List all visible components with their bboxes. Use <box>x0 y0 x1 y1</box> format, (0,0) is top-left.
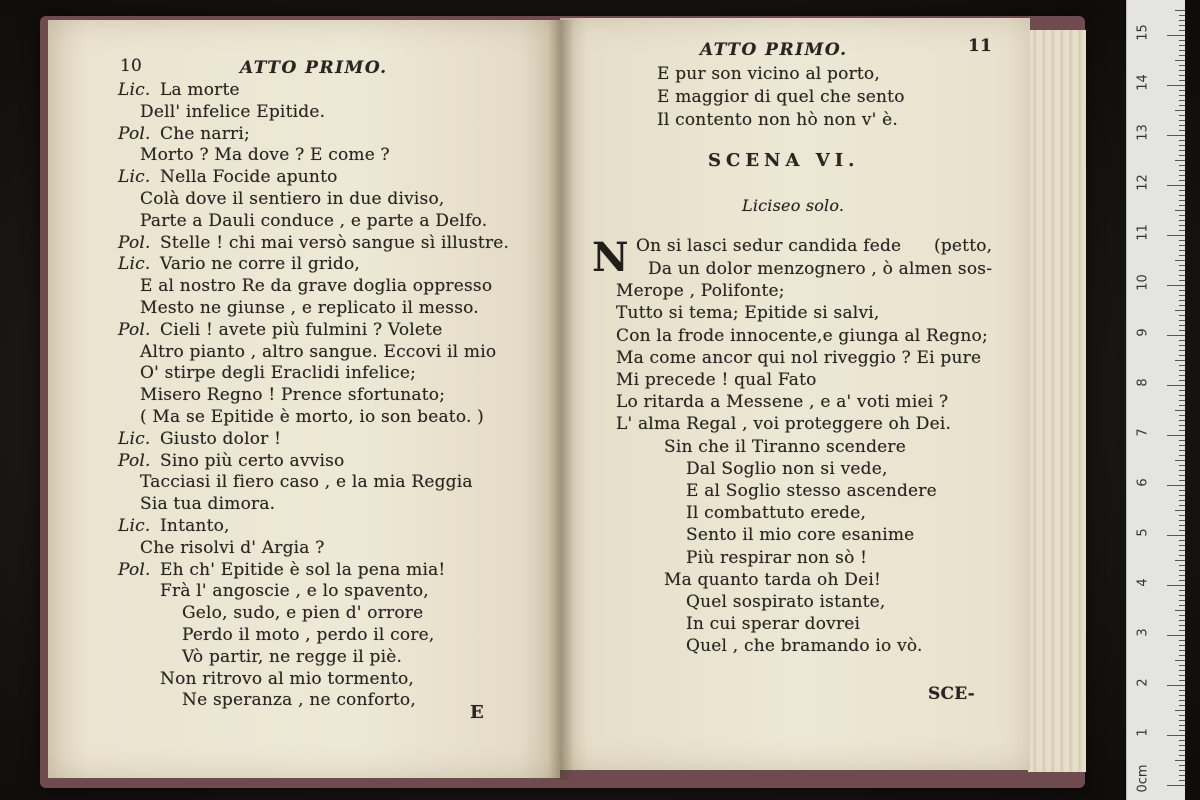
ruler-tick <box>1179 565 1185 566</box>
ruler-tick <box>1179 700 1185 701</box>
verse-line: Che narri; <box>160 123 250 144</box>
ruler-tick <box>1179 545 1185 546</box>
ruler-tick <box>1179 165 1185 166</box>
verse-line: Con la frode innocente,e giunga al Regno; <box>616 325 988 346</box>
ruler-tick <box>1179 440 1185 441</box>
verse-line: Misero Regno ! Prence sfortunato; <box>140 385 446 406</box>
speaker-label: Pol. <box>118 559 151 580</box>
ruler-tick <box>1179 180 1185 181</box>
ruler-tick <box>1179 625 1185 626</box>
ruler-tick <box>1179 15 1185 16</box>
ruler-tick <box>1175 710 1185 711</box>
ruler-tick <box>1179 90 1185 91</box>
ruler-tick <box>1179 765 1185 766</box>
left-catchword: E <box>470 702 484 723</box>
ruler-tick <box>1167 485 1185 486</box>
verse-line: Merope , Polifonte; <box>616 281 785 302</box>
ruler-label: 4 <box>1135 578 1151 587</box>
ruler-tick <box>1179 415 1185 416</box>
ruler-tick <box>1179 770 1185 771</box>
ruler-tick <box>1179 20 1185 21</box>
verse-line: Vario ne corre il grido, <box>160 254 360 275</box>
ruler-tick <box>1179 740 1185 741</box>
ruler-tick <box>1179 540 1185 541</box>
ruler-tick <box>1179 780 1185 781</box>
ruler-tick <box>1179 315 1185 316</box>
ruler-label: 13 <box>1135 124 1151 141</box>
ruler-label: 10 <box>1135 274 1151 291</box>
ruler-tick <box>1179 730 1185 731</box>
ruler-tick <box>1179 365 1185 366</box>
verse-line: Quel , che bramando io vò. <box>686 636 923 657</box>
scene-heading: SCENA VI. <box>708 150 860 171</box>
ruler-tick <box>1179 650 1185 651</box>
ruler-tick <box>1179 630 1185 631</box>
verse-line: Il combattuto erede, <box>686 503 867 524</box>
ruler-tick <box>1179 150 1185 151</box>
ruler-tick <box>1179 55 1185 56</box>
ruler-tick <box>1175 760 1185 761</box>
ruler-tick <box>1167 185 1185 186</box>
measuring-ruler <box>1126 0 1185 800</box>
ruler-tick <box>1179 425 1185 426</box>
ruler-tick <box>1179 755 1185 756</box>
ruler-tick <box>1179 75 1185 76</box>
verse-line: La morte <box>160 80 240 100</box>
ruler-tick <box>1175 360 1185 361</box>
verse-line: Stelle ! chi mai versò sangue sì illustre. <box>160 232 510 253</box>
ruler-tick <box>1179 690 1185 691</box>
ruler-tick <box>1179 175 1185 176</box>
book-gutter <box>548 20 574 780</box>
first-line-turnover: (petto, <box>934 236 993 256</box>
ruler-tick <box>1175 210 1185 211</box>
ruler-tick <box>1179 495 1185 496</box>
ruler-tick <box>1179 420 1185 421</box>
verse-line: Mi precede ! qual Fato <box>616 370 817 390</box>
ruler-tick <box>1167 385 1185 386</box>
ruler-tick <box>1179 600 1185 601</box>
ruler-tick <box>1179 670 1185 671</box>
ruler-tick <box>1179 225 1185 226</box>
ruler-tick <box>1179 655 1185 656</box>
ruler-label: 12 <box>1135 174 1151 191</box>
ruler-tick <box>1167 35 1185 36</box>
right-top-line-2: E maggior di quel che sento <box>657 87 905 107</box>
ruler-tick <box>1179 195 1185 196</box>
verse-line: Ne speranza , ne conforto, <box>182 690 416 711</box>
ruler-tick <box>1179 215 1185 216</box>
ruler-tick <box>1167 685 1185 686</box>
ruler-tick <box>1179 330 1185 331</box>
verse-line: Morto ? Ma dove ? E come ? <box>140 145 390 166</box>
ruler-tick <box>1175 110 1185 111</box>
verse-line: In cui sperar dovrei <box>686 614 861 635</box>
verse-line: Sino più certo avviso <box>160 450 345 471</box>
ruler-tick <box>1179 140 1185 141</box>
ruler-tick <box>1179 575 1185 576</box>
verse-line: Gelo, sudo, e pien d' orrore <box>182 603 424 624</box>
right-top-line-3: Il contento non hò non v' è. <box>657 110 898 130</box>
ruler-label: 2 <box>1135 678 1151 687</box>
verse-line: Non ritrovo al mio tormento, <box>160 668 415 689</box>
ruler-tick <box>1179 530 1185 531</box>
ruler-tick <box>1179 275 1185 276</box>
ruler-tick <box>1179 615 1185 616</box>
ruler-tick <box>1179 95 1185 96</box>
verse-line: Tutto si tema; Epitide si salvi, <box>616 303 880 324</box>
right-page-number: 11 <box>968 36 993 56</box>
left-page-number: 10 <box>120 56 143 76</box>
ruler-tick <box>1179 470 1185 471</box>
ruler-tick <box>1179 405 1185 406</box>
ruler-tick <box>1179 745 1185 746</box>
ruler-tick <box>1179 465 1185 466</box>
ruler-tick <box>1175 660 1185 661</box>
ruler-label: 3 <box>1135 628 1151 637</box>
verse-line: Sia tua dimora. <box>140 494 276 515</box>
drop-cap: N <box>592 234 629 281</box>
ruler-tick <box>1179 105 1185 106</box>
ruler-tick <box>1167 335 1185 336</box>
ruler-tick <box>1179 230 1185 231</box>
ruler-tick <box>1179 295 1185 296</box>
right-top-line-1: E pur son vicino al porto, <box>657 64 880 84</box>
ruler-tick <box>1167 435 1185 436</box>
ruler-tick <box>1179 395 1185 396</box>
speaker-label: Pol. <box>118 123 151 144</box>
ruler-tick <box>1179 450 1185 451</box>
verse-line: Dell' infelice Epitide. <box>140 101 326 122</box>
ruler-tick <box>1179 190 1185 191</box>
ruler-label: 15 <box>1135 24 1151 41</box>
ruler-tick <box>1179 590 1185 591</box>
ruler-tick <box>1179 305 1185 306</box>
ruler-tick <box>1179 390 1185 391</box>
ruler-tick <box>1179 205 1185 206</box>
verse-line: Mesto ne giunse , e replicato il messo. <box>140 298 479 318</box>
ruler-tick <box>1179 580 1185 581</box>
ruler-tick <box>1179 550 1185 551</box>
ruler-tick <box>1179 120 1185 121</box>
ruler-label: 7 <box>1135 428 1151 437</box>
verse-line: Altro pianto , altro sangue. Eccovi il mio <box>140 341 497 362</box>
ruler-tick <box>1179 620 1185 621</box>
ruler-tick <box>1179 115 1185 116</box>
verse-line: E al Soglio stesso ascendere <box>686 481 937 501</box>
ruler-tick <box>1179 320 1185 321</box>
ruler-tick <box>1179 280 1185 281</box>
verse-line: Che risolvi d' Argia ? <box>140 537 325 558</box>
ruler-tick <box>1179 445 1185 446</box>
ruler-tick <box>1179 50 1185 51</box>
ruler-tick <box>1179 130 1185 131</box>
ruler-tick <box>1167 235 1185 236</box>
ruler-tick <box>1175 610 1185 611</box>
ruler-label: 11 <box>1135 224 1151 241</box>
ruler-tick <box>1179 665 1185 666</box>
verse-line: E al nostro Re da grave doglia oppresso <box>140 276 493 297</box>
ruler-tick <box>1179 430 1185 431</box>
ruler-tick <box>1175 10 1185 11</box>
ruler-tick <box>1167 585 1185 586</box>
ruler-tick <box>1167 85 1185 86</box>
ruler-tick <box>1179 605 1185 606</box>
ruler-tick <box>1179 65 1185 66</box>
ruler-tick <box>1167 535 1185 536</box>
verse-line: Nella Focide apunto <box>160 167 338 188</box>
ruler-label: 1 <box>1135 728 1151 737</box>
ruler-tick <box>1179 725 1185 726</box>
ruler-tick <box>1179 345 1185 346</box>
ruler-tick <box>1179 370 1185 371</box>
verse-line: Ma come ancor qui nol riveggio ? Ei pure <box>616 347 982 368</box>
ruler-tick <box>1179 25 1185 26</box>
left-running-head: ATTO PRIMO. <box>240 58 388 78</box>
verse-line: Dal Soglio non si vede, <box>686 458 888 479</box>
ruler-tick <box>1179 645 1185 646</box>
speaker-label: Pol. <box>118 450 151 471</box>
scene-subheading: Liciseo solo. <box>742 196 845 215</box>
ruler-tick <box>1175 160 1185 161</box>
verse-line: ( Ma se Epitide è morto, io son beato. ) <box>140 407 485 427</box>
speaker-label: Lic. <box>118 254 151 275</box>
ruler-tick <box>1179 525 1185 526</box>
right-running-head: ATTO PRIMO. <box>700 40 848 60</box>
ruler-tick <box>1179 325 1185 326</box>
ruler-label: 5 <box>1135 528 1151 537</box>
speaker-label: Lic. <box>118 516 151 536</box>
ruler-tick <box>1179 250 1185 251</box>
ruler-tick <box>1179 570 1185 571</box>
first-line: On si lasci sedur candida fede <box>636 236 902 256</box>
page-edges <box>1028 30 1086 772</box>
verse-line: Più respirar non sò ! <box>686 547 868 568</box>
ruler-tick <box>1179 125 1185 126</box>
speaker-label: Lic. <box>118 80 151 100</box>
ruler-tick <box>1179 100 1185 101</box>
ruler-tick <box>1179 265 1185 266</box>
ruler-tick <box>1179 555 1185 556</box>
ruler-tick <box>1179 145 1185 146</box>
ruler-tick <box>1179 675 1185 676</box>
speaker-label: Pol. <box>118 232 151 253</box>
verse-line: Colà dove il sentiero in due diviso, <box>140 189 445 209</box>
ruler-tick <box>1175 260 1185 261</box>
ruler-tick <box>1179 30 1185 31</box>
ruler-label: 8 <box>1135 378 1151 387</box>
ruler-tick <box>1179 455 1185 456</box>
ruler-tick <box>1167 735 1185 736</box>
ruler-tick <box>1179 500 1185 501</box>
ruler-tick <box>1167 635 1185 636</box>
ruler-tick <box>1179 240 1185 241</box>
ruler-label: 14 <box>1135 74 1151 91</box>
ruler-tick <box>1179 595 1185 596</box>
ruler-tick <box>1175 510 1185 511</box>
verse-line: Intanto, <box>160 516 230 536</box>
ruler-tick <box>1179 505 1185 506</box>
ruler-tick <box>1175 460 1185 461</box>
ruler-tick <box>1179 355 1185 356</box>
ruler-label: 9 <box>1135 328 1151 337</box>
ruler-tick <box>1179 200 1185 201</box>
verse-line: Lo ritarda a Messene , e a' voti miei ? <box>616 392 949 413</box>
verse-line: Vò partir, ne regge il piè. <box>182 646 403 667</box>
ruler-tick <box>1179 40 1185 41</box>
ruler-tick <box>1179 245 1185 246</box>
ruler-tick <box>1179 70 1185 71</box>
ruler-tick <box>1179 220 1185 221</box>
ruler-tick <box>1179 775 1185 776</box>
ruler-tick <box>1179 380 1185 381</box>
verse-line: L' alma Regal , voi proteggere oh Dei. <box>616 414 952 435</box>
ruler-tick <box>1179 515 1185 516</box>
speaker-label: Pol. <box>118 319 151 340</box>
ruler-tick <box>1179 45 1185 46</box>
ruler-tick <box>1179 170 1185 171</box>
verse-line: Eh ch' Epitide è sol la pena mia! <box>160 559 446 580</box>
ruler-tick <box>1179 255 1185 256</box>
ruler-tick <box>1175 60 1185 61</box>
ruler-tick <box>1179 680 1185 681</box>
ruler-tick <box>1179 475 1185 476</box>
ruler-tick <box>1179 290 1185 291</box>
verse-line: Giusto dolor ! <box>160 428 282 449</box>
ruler-tick <box>1167 285 1185 286</box>
ruler-tick <box>1179 480 1185 481</box>
verse-line: O' stirpe degli Eraclidi infelice; <box>140 363 417 384</box>
verse-line: Ma quanto tarda oh Dei! <box>664 569 881 590</box>
ruler-label: 6 <box>1135 478 1151 487</box>
speaker-label: Lic. <box>118 428 151 449</box>
verse-line: Cieli ! avete più fulmini ? Volete <box>160 319 443 340</box>
verse-line: Sento il mio core esanime <box>686 525 915 546</box>
ruler-tick <box>1179 720 1185 721</box>
right-catchword: SCE- <box>928 684 975 704</box>
ruler-tick <box>1179 695 1185 696</box>
verse-line: Tacciasi il fiero caso , e la mia Reggia <box>140 472 473 493</box>
verse-line: Sin che il Tiranno scendere <box>664 436 907 457</box>
verse-line: Perdo il moto , perdo il core, <box>182 625 435 645</box>
verse-line: Parte a Dauli conduce , e parte a Delfo. <box>140 210 488 231</box>
verse-line: Frà l' angoscie , e lo spavento, <box>160 581 429 602</box>
ruler-label: 0cm <box>1135 764 1151 793</box>
ruler-tick <box>1179 155 1185 156</box>
ruler-tick <box>1179 300 1185 301</box>
ruler-tick <box>1175 310 1185 311</box>
ruler-tick <box>1179 375 1185 376</box>
ruler-tick <box>1179 750 1185 751</box>
ruler-tick <box>1167 785 1185 786</box>
ruler-tick <box>1179 350 1185 351</box>
ruler-tick <box>1175 560 1185 561</box>
ruler-tick <box>1167 135 1185 136</box>
verse-line: Da un dolor menzognero , ò almen sos- <box>648 259 993 279</box>
ruler-tick <box>1179 490 1185 491</box>
ruler-tick <box>1179 340 1185 341</box>
ruler-tick <box>1179 705 1185 706</box>
ruler-tick <box>1179 400 1185 401</box>
ruler-tick <box>1179 270 1185 271</box>
ruler-tick <box>1179 520 1185 521</box>
ruler-tick <box>1179 640 1185 641</box>
verse-line: Quel sospirato istante, <box>686 592 886 612</box>
speaker-label: Lic. <box>118 167 151 188</box>
ruler-tick <box>1175 410 1185 411</box>
ruler-tick <box>1179 715 1185 716</box>
ruler-tick <box>1179 80 1185 81</box>
